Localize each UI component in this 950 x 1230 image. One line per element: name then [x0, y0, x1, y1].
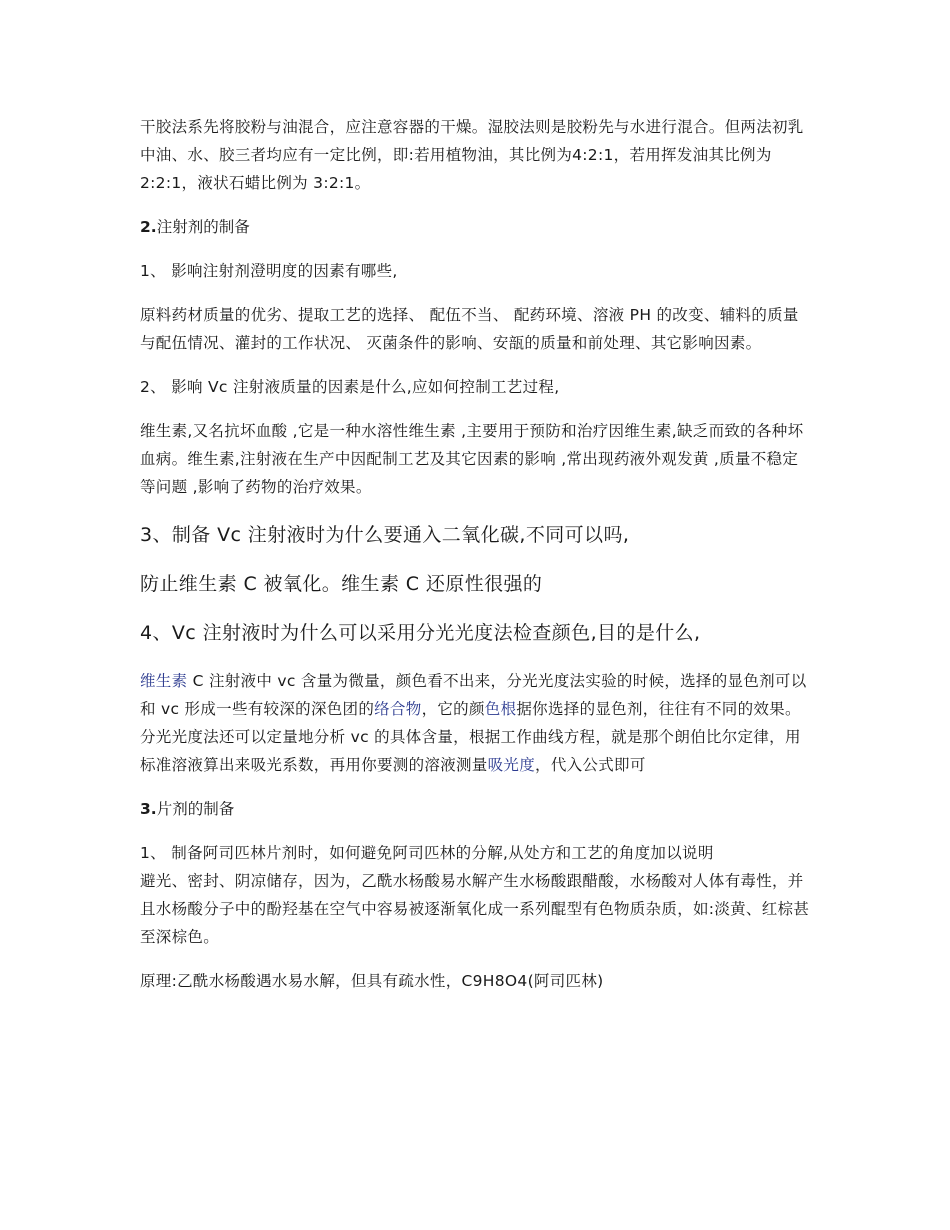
link-vitamin[interactable]: 维生素 — [140, 672, 188, 690]
question-1: 1、 影响注射剂澄明度的因素有哪些, — [140, 262, 398, 280]
link-complex[interactable]: 络合物 — [374, 700, 422, 718]
link-color-root[interactable]: 色根 — [484, 700, 517, 718]
document-page — [140, 113, 810, 995]
question-2: 2、 影响 Vc 注射液质量的因素是什么,应如何控制工艺过程, — [140, 378, 560, 396]
question-5: 1、 制备阿司匹林片剂时，如何避免阿司匹林的分解,从处方和工艺的角度加以说明 — [140, 844, 714, 862]
paragraph-emulsion-methods: 干胶法系先将胶粉与油混合，应注意容器的干燥。湿胶法则是胶粉先与水进行混合。但两法初乳中油、水、胶三者均应有一定比例，即:若用植物油，其比例为4:2:1，若用挥发油其比例为 2:2:1，液状石蜡比例为 3:2:1。 — [140, 118, 804, 192]
section-title: 片剂的制备 — [156, 800, 235, 818]
answer-3: 防止维生素 C 被氧化。维生素 C 还原性很强的 — [140, 573, 543, 595]
answer-5: 避光、密封、阴凉储存，因为，乙酰水杨酸易水解产生水杨酸跟醋酸，水杨酸对人体有毒性，并且水杨酸分子中的酚羟基在空气中容易被逐渐氧化成一系列醌型有色物质杂质，如:淡黄、红棕甚至深棕色。 — [140, 872, 810, 946]
principle-paragraph: 原理:乙酰水杨酸遇水易水解，但具有疏水性，C9H8O4(阿司匹林) — [140, 972, 604, 990]
answer-2: 维生素,又名抗坏血酸 ,它是一种水溶性维生素 ,主要用于预防和治疗因维生素,缺乏而致的各种坏血病。维生素,注射液在生产中因配制工艺及其它因素的影响 ,常出现药液外观发黄 ,质量不稳定等问题 ,影响了药物的治疗效果。 — [140, 422, 804, 496]
answer-1: 原料药材质量的优劣、提取工艺的选择、 配伍不当、 配药环境、溶液 PH 的改变、辅料的质量与配伍情况、灌封的工作状况、 灭菌条件的影响、安瓿的质量和前处理、其它影响因素。 — [140, 306, 799, 352]
answer-4-text-1: C 注射液中 vc 含量为微量，颜色看不出来，分光光度法实验的时候，选择的显色剂可以和 vc 形成一些有较深的深色团的 — [140, 672, 807, 718]
section-title: 注射剂的制备 — [156, 218, 250, 236]
section-heading-tablet — [140, 795, 810, 823]
answer-4-text-3: 据你选择的显色剂，往往有不同的效果。分光光度法还可以定量地分析 vc 的具体含量，根据工作曲线方程，就是那个朗伯比尔定律，用标准溶液算出来吸光系数，再用你要测的溶液测量 — [140, 700, 801, 774]
section-number: 3. — [140, 800, 157, 818]
question-3: 3、制备 Vc 注射液时为什么要通入二氧化碳,不同可以吗, — [140, 524, 630, 546]
answer-4-text-4: ，代入公式即可 — [535, 756, 646, 774]
link-absorbance[interactable]: 吸光度 — [487, 756, 536, 774]
section-heading-injection — [140, 213, 810, 241]
question-4: 4、Vc 注射液时为什么可以采用分光光度法检查颜色,目的是什么, — [140, 622, 701, 644]
answer-4 — [140, 667, 810, 779]
answer-4-text-2: ，它的颜 — [421, 700, 485, 718]
section-number: 2. — [140, 218, 157, 236]
